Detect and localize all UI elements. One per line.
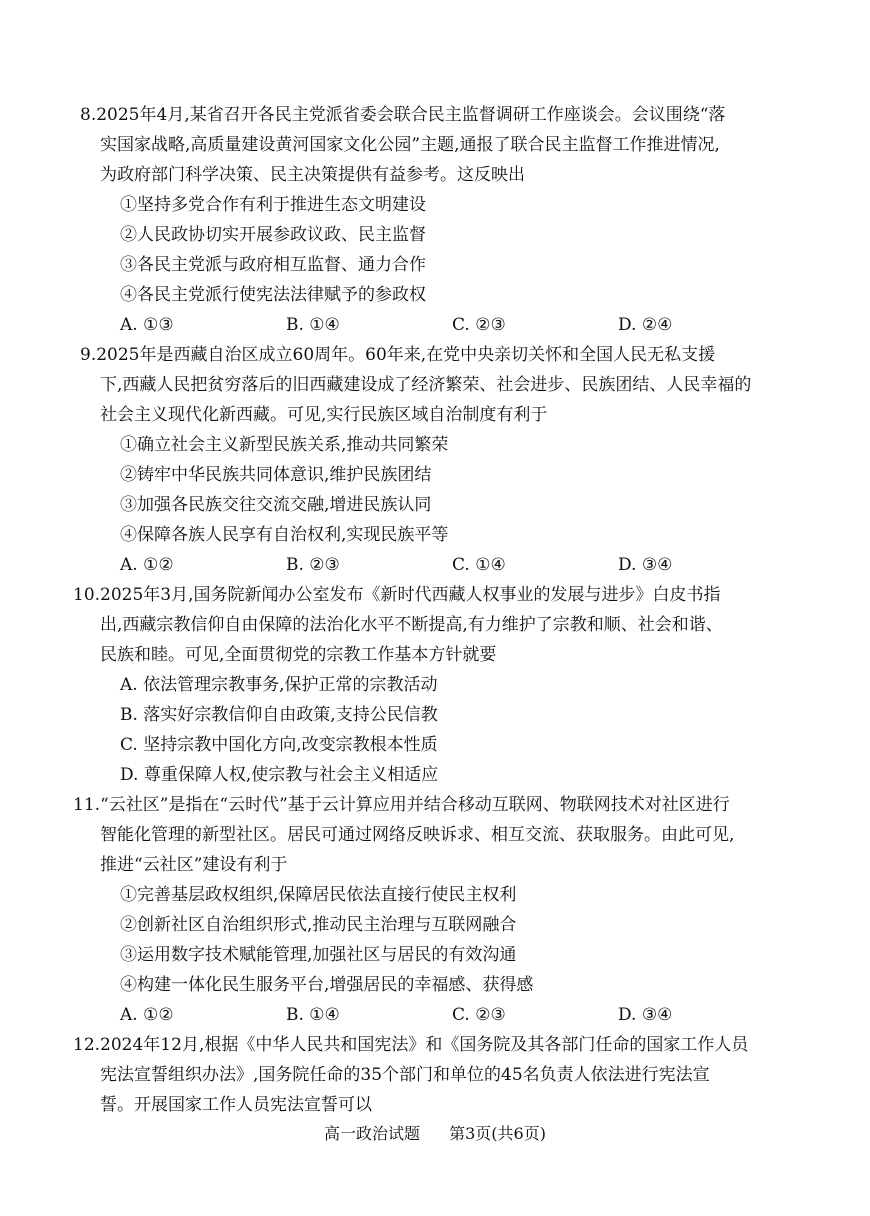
choice-c: C. ②③ (452, 1005, 506, 1025)
question-12 (73, 1030, 810, 1120)
page-footer (0, 1121, 870, 1144)
choice-d: D. ③④ (618, 555, 673, 575)
choice-a: A. ①② (120, 1005, 174, 1025)
statement: ④各民主党派行使宪法法律赋予的参政权 (120, 285, 426, 305)
statement: ③各民主党派与政府相互监督、通力合作 (120, 255, 426, 275)
statement: ①完善基层政权组织,保障居民依法直接行使民主权利 (120, 885, 517, 905)
statement: ②铸牢中华民族共同体意识,维护民族团结 (120, 465, 432, 485)
question-8 (80, 100, 810, 340)
choice-d: D. ③④ (618, 1005, 673, 1025)
choice-row (120, 310, 810, 340)
statement: ②创新社区自治组织形式,推动民主治理与互联网融合 (120, 915, 517, 935)
question-10 (73, 580, 810, 790)
question-stem: 9.2025年是西藏自治区成立60周年。60年来,在党中央亲切关怀和全国人民无私支援 (80, 345, 716, 365)
option-a: A. 依法管理宗教事务,保护正常的宗教活动 (120, 675, 438, 695)
statement: ①确立社会主义新型民族关系,推动共同繁荣 (120, 435, 449, 455)
option-d: D. 尊重保障人权,使宗教与社会主义相适应 (120, 765, 439, 785)
question-stem-line: 为政府部门科学决策、民主决策提供有益参考。这反映出 (100, 165, 525, 185)
choice-b: B. ①④ (286, 1005, 340, 1025)
question-stem-line: 出,西藏宗教信仰自由保障的法治化水平不断提高,有力维护了宗教和顺、社会和谐、 (100, 615, 723, 635)
question-stem: 10.2025年3月,国务院新闻办公室发布《新时代西藏人权事业的发展与进步》白皮书指 (73, 585, 721, 605)
choice-b: B. ①④ (286, 315, 340, 335)
choice-c: C. ①④ (452, 555, 506, 575)
question-stem-line: 社会主义现代化新西藏。可见,实行民族区域自治制度有利于 (100, 405, 548, 425)
choice-row (120, 550, 810, 580)
question-number: 10. (73, 585, 101, 605)
question-stem-line: 宪法宣誓组织办法》,国务院任命的35个部门和单位的45名负责人依法进行宪法宣 (100, 1065, 710, 1085)
question-stem-line: 智能化管理的新型社区。居民可通过网络反映诉求、相互交流、获取服务。由此可见, (100, 825, 735, 845)
statement: ④保障各族人民享有自治权利,实现民族平等 (120, 525, 449, 545)
question-stem-line: 下,西藏人民把贫穷落后的旧西藏建设成了经济繁荣、社会进步、民族团结、人民幸福的 (100, 375, 752, 395)
question-number: 12. (73, 1035, 101, 1055)
question-number: 8. (80, 105, 97, 125)
choice-row (120, 1000, 810, 1030)
footer-subject: 高一政治试题 (324, 1124, 421, 1143)
choice-b: B. ②③ (286, 555, 340, 575)
question-number: 9. (80, 345, 97, 365)
choice-a: A. ①② (120, 555, 174, 575)
question-stem-line: 誓。开展国家工作人员宪法宣誓可以 (100, 1095, 372, 1115)
question-stem-line: 民族和睦。可见,全面贯彻党的宗教工作基本方针就要 (100, 645, 497, 665)
footer-page-number: 第3页(共6页) (449, 1124, 546, 1143)
question-stem: 8.2025年4月,某省召开各民主党派省委会联合民主监督调研工作座谈会。会议围绕“落 (80, 105, 726, 125)
statement: ①坚持多党合作有利于推进生态文明建设 (120, 195, 426, 215)
choice-d: D. ②④ (618, 315, 673, 335)
question-stem: 12.2024年12月,根据《中华人民共和国宪法》和《国务院及其各部门任命的国家工作人员 (73, 1035, 749, 1055)
statement: ④构建一体化民生服务平台,增强居民的幸福感、获得感 (120, 975, 534, 995)
statement: ③运用数字技术赋能管理,加强社区与居民的有效沟通 (120, 945, 517, 965)
question-stem-line: 实国家战略,高质量建设黄河国家文化公园”主题,通报了联合民主监督工作推进情况, (100, 135, 720, 155)
question-11 (73, 790, 810, 1030)
option-c: C. 坚持宗教中国化方向,改变宗教根本性质 (120, 735, 438, 755)
statement: ②人民政协切实开展参政议政、民主监督 (120, 225, 426, 245)
question-stem: 11.“云社区”是指在“云时代”基于云计算应用并结合移动互联网、物联网技术对社区进行 (73, 795, 730, 815)
statement: ③加强各民族交往交流交融,增进民族认同 (120, 495, 432, 515)
choice-c: C. ②③ (452, 315, 506, 335)
question-number: 11. (73, 795, 101, 815)
option-b: B. 落实好宗教信仰自由政策,支持公民信教 (120, 705, 438, 725)
choice-a: A. ①③ (120, 315, 174, 335)
question-9 (80, 340, 810, 580)
question-stem-line: 推进“云社区”建设有利于 (100, 855, 288, 875)
